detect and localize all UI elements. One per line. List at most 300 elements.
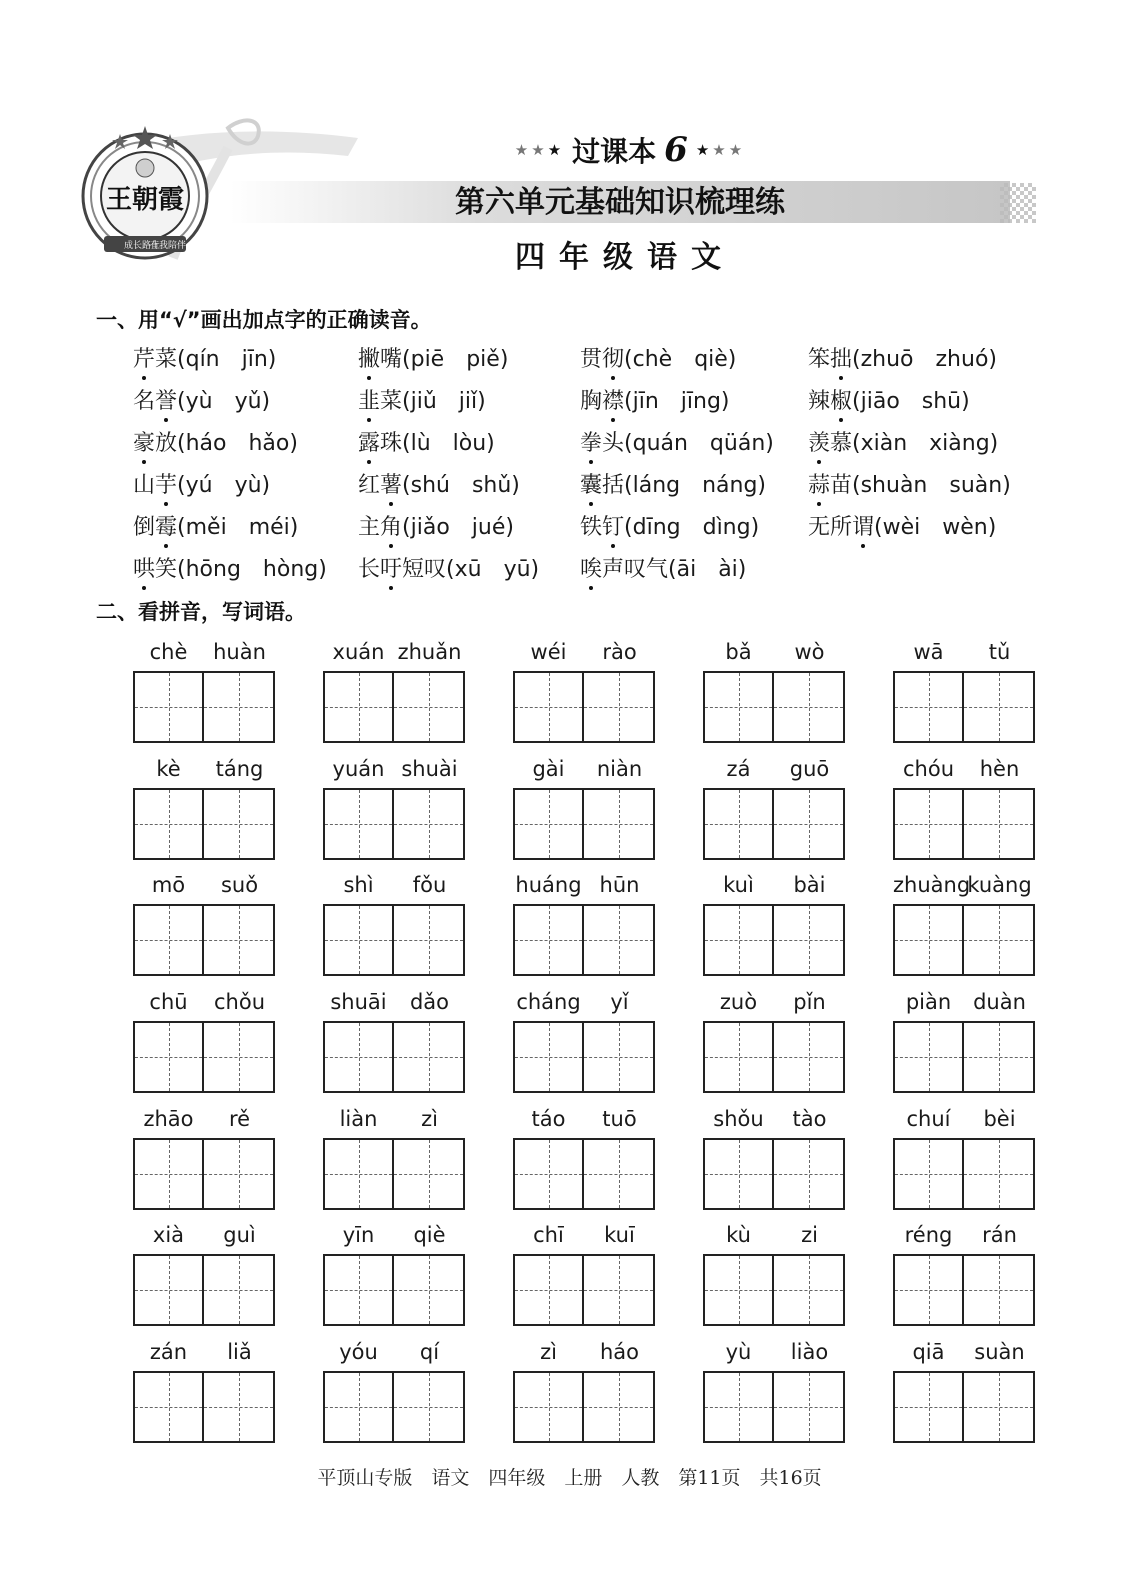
writing-box[interactable] — [893, 1371, 964, 1443]
pinyin-label — [703, 757, 845, 781]
pinyin-label — [323, 990, 465, 1014]
pinyin-label — [133, 873, 275, 897]
pinyin-label — [893, 757, 1035, 781]
pinyin-label — [893, 1107, 1035, 1131]
writing-box[interactable] — [394, 671, 465, 743]
pinyin-syllable: wéi — [530, 640, 567, 664]
pinyin-syllable: zá — [726, 757, 751, 781]
item-readings: (zhuō zhuó) — [852, 347, 997, 372]
writing-box[interactable] — [774, 788, 845, 860]
star-icons-right: ★★★ — [695, 141, 746, 159]
writing-box-pair — [703, 1371, 845, 1443]
dotted-character: 唉 — [580, 552, 602, 583]
writing-box[interactable] — [774, 671, 845, 743]
item-readings: (jiǎo jué) — [402, 515, 514, 540]
writing-box[interactable] — [394, 904, 465, 976]
writing-box-pair — [893, 788, 1035, 860]
item-prefix: 红 — [358, 473, 381, 498]
writing-box[interactable] — [323, 1021, 394, 1093]
writing-box[interactable] — [323, 1254, 394, 1326]
section1-heading: 一、用“√”画出加点字的正确读音。 — [96, 308, 432, 332]
pronunciation-item[interactable] — [358, 384, 486, 415]
pinyin-syllable: zi — [801, 1223, 818, 1247]
pinyin-syllable: tǔ — [988, 640, 1011, 664]
pinyin-syllable: shì — [343, 873, 374, 897]
writing-box[interactable] — [584, 1138, 655, 1210]
pronunciation-item[interactable] — [580, 510, 759, 541]
item-readings: 嘴(piē piě) — [380, 347, 509, 372]
item-readings: (wèi wèn) — [874, 515, 997, 540]
pronunciation-item[interactable] — [133, 426, 298, 457]
pinyin-label — [703, 1107, 845, 1131]
dotted-character: 囊 — [580, 468, 602, 499]
writing-box[interactable] — [964, 904, 1035, 976]
pinyin-syllable: chuí — [906, 1107, 951, 1131]
pinyin-syllable: qí — [419, 1340, 440, 1364]
writing-box-pair — [323, 904, 465, 976]
writing-box-pair — [703, 788, 845, 860]
item-readings: 头(quán qüán) — [602, 431, 774, 456]
pinyin-syllable: liǎ — [227, 1340, 252, 1364]
writing-box[interactable] — [893, 788, 964, 860]
pinyin-syllable: zì — [540, 1340, 557, 1364]
writing-box-pair — [133, 1021, 275, 1093]
pinyin-syllable: guō — [789, 757, 830, 781]
pinyin-label — [323, 1107, 465, 1131]
pronunciation-item[interactable] — [580, 384, 730, 415]
pronunciation-item[interactable] — [580, 552, 746, 583]
pinyin-label — [513, 640, 655, 664]
writing-box-pair — [703, 1021, 845, 1093]
writing-box[interactable] — [893, 904, 964, 976]
writing-box[interactable] — [513, 1254, 584, 1326]
writing-box[interactable] — [703, 904, 774, 976]
pinyin-syllable: rán — [982, 1223, 1017, 1247]
writing-box-pair — [893, 1021, 1035, 1093]
writing-box[interactable] — [774, 904, 845, 976]
writing-box[interactable] — [703, 1254, 774, 1326]
writing-box-pair — [133, 904, 275, 976]
pinyin-label — [893, 990, 1035, 1014]
item-readings: 珠(lù lòu) — [380, 431, 495, 456]
writing-box[interactable] — [323, 1138, 394, 1210]
pinyin-syllable: zì — [421, 1107, 438, 1131]
pinyin-syllable: mō — [151, 873, 186, 897]
pinyin-syllable: huàn — [213, 640, 266, 664]
writing-box-pair — [133, 1371, 275, 1443]
pinyin-syllable: táng — [215, 757, 264, 781]
pinyin-label — [893, 640, 1035, 664]
writing-box[interactable] — [774, 1371, 845, 1443]
item-readings: 苗(shuàn suàn) — [830, 473, 1011, 498]
writing-box[interactable] — [133, 788, 204, 860]
pinyin-syllable: niàn — [596, 757, 643, 781]
writing-box[interactable] — [964, 1371, 1035, 1443]
pinyin-syllable: yǐ — [610, 990, 629, 1014]
writing-box-pair — [893, 904, 1035, 976]
pinyin-syllable: dǎo — [409, 990, 450, 1014]
writing-box[interactable] — [394, 1138, 465, 1210]
writing-box[interactable] — [513, 1371, 584, 1443]
pinyin-syllable: liào — [790, 1340, 829, 1364]
pronunciation-item[interactable] — [133, 468, 270, 499]
writing-box[interactable] — [774, 1254, 845, 1326]
writing-box[interactable] — [584, 1254, 655, 1326]
writing-box[interactable] — [703, 671, 774, 743]
writing-box[interactable] — [204, 1021, 275, 1093]
item-readings: 慕(xiàn xiàng) — [830, 431, 999, 456]
pinyin-label — [703, 1340, 845, 1364]
pinyin-syllable: bèi — [983, 1107, 1016, 1131]
item-prefix: 胸 — [580, 389, 603, 414]
dotted-character: 角 — [380, 510, 402, 541]
pinyin-label — [323, 1223, 465, 1247]
writing-box[interactable] — [584, 671, 655, 743]
logo-slogan-right: 有我陪伴 — [150, 241, 187, 251]
dotted-character: 蒜 — [808, 468, 830, 499]
pinyin-label — [703, 873, 845, 897]
pinyin-syllable: kuī — [604, 1223, 635, 1247]
writing-box[interactable] — [893, 1254, 964, 1326]
pinyin-syllable: zuò — [719, 990, 758, 1014]
writing-box[interactable] — [323, 671, 394, 743]
dotted-character: 襟 — [602, 384, 624, 415]
writing-box[interactable] — [204, 1371, 275, 1443]
dotted-character: 羡 — [808, 426, 830, 457]
unit-title: 第六单元基础知识梳理练 — [455, 185, 785, 220]
item-prefix: 倒 — [133, 515, 156, 540]
dotted-character: 椒 — [830, 384, 852, 415]
dotted-character: 豪 — [133, 426, 155, 457]
dotted-character: 芋 — [155, 468, 177, 499]
pinyin-label — [323, 1340, 465, 1364]
item-readings: 菜(qín jīn) — [155, 347, 277, 372]
writing-box[interactable] — [204, 671, 275, 743]
writing-box[interactable] — [964, 671, 1035, 743]
writing-box[interactable] — [513, 904, 584, 976]
pinyin-syllable: gài — [532, 757, 565, 781]
writing-box[interactable] — [893, 1021, 964, 1093]
pinyin-syllable: huáng — [515, 873, 582, 897]
pinyin-syllable: zhuàng — [893, 873, 971, 897]
item-readings: 括(láng náng) — [602, 473, 767, 498]
pinyin-label — [133, 990, 275, 1014]
item-readings: (yú yù) — [177, 473, 271, 498]
section2-heading: 二、看拼音，写词语。 — [96, 600, 306, 624]
pronunciation-item[interactable] — [133, 510, 298, 541]
pinyin-syllable: háo — [599, 1340, 640, 1364]
pinyin-syllable: cháng — [516, 990, 581, 1014]
pinyin-syllable: wò — [794, 640, 825, 664]
pinyin-label — [133, 1223, 275, 1247]
item-readings: (shú shǔ) — [402, 473, 520, 498]
pinyin-syllable: zhuǎn — [397, 640, 462, 664]
item-readings: (měi méi) — [177, 515, 299, 540]
writing-box[interactable] — [513, 671, 584, 743]
pinyin-label — [703, 1223, 845, 1247]
pronunciation-item[interactable] — [580, 342, 736, 373]
pronunciation-item[interactable] — [358, 342, 508, 373]
pinyin-label — [893, 1223, 1035, 1247]
pinyin-label — [133, 757, 275, 781]
pronunciation-item[interactable] — [808, 342, 997, 373]
pinyin-label — [513, 1223, 655, 1247]
series-label — [500, 130, 760, 170]
item-readings: 菜(jiǔ jiǐ) — [380, 389, 486, 414]
pinyin-label — [323, 757, 465, 781]
writing-box[interactable] — [584, 904, 655, 976]
writing-box-pair — [893, 1254, 1035, 1326]
pinyin-syllable: chī — [533, 1223, 564, 1247]
writing-box[interactable] — [394, 788, 465, 860]
pinyin-label — [703, 990, 845, 1014]
writing-box-pair — [513, 788, 655, 860]
pinyin-syllable: guì — [223, 1223, 256, 1247]
item-prefix: 辣 — [808, 389, 831, 414]
pronunciation-item[interactable] — [808, 468, 1011, 499]
dotted-character: 拳 — [580, 426, 602, 457]
writing-box[interactable] — [774, 1138, 845, 1210]
writing-box[interactable] — [513, 1138, 584, 1210]
pinyin-syllable: shǒu — [713, 1107, 764, 1131]
writing-box-pair — [703, 1138, 845, 1210]
writing-box-pair — [703, 671, 845, 743]
writing-box[interactable] — [964, 1021, 1035, 1093]
pinyin-label — [893, 873, 1035, 897]
writing-box[interactable] — [133, 1021, 204, 1093]
pinyin-syllable: xuán — [332, 640, 385, 664]
writing-box[interactable] — [964, 788, 1035, 860]
dotted-character: 韭 — [358, 384, 380, 415]
pinyin-syllable: táo — [531, 1107, 566, 1131]
page-footer: 平顶山专版 语文 四年级 上册 人教 第11页 共16页 — [317, 1467, 822, 1489]
writing-box-pair — [893, 1371, 1035, 1443]
item-prefix: 笨 — [808, 347, 831, 372]
pinyin-syllable: fǒu — [412, 873, 447, 897]
writing-box[interactable] — [513, 1021, 584, 1093]
pinyin-syllable: tào — [792, 1107, 827, 1131]
writing-box[interactable] — [703, 788, 774, 860]
logo-brand: 王朝霞 — [105, 185, 185, 215]
writing-box-pair — [323, 1371, 465, 1443]
dotted-character: 吁 — [380, 552, 402, 583]
pinyin-syllable: kè — [156, 757, 181, 781]
writing-box[interactable] — [133, 1254, 204, 1326]
writing-box[interactable] — [394, 1371, 465, 1443]
writing-box[interactable] — [394, 1254, 465, 1326]
writing-box[interactable] — [323, 788, 394, 860]
writing-box[interactable] — [703, 1021, 774, 1093]
writing-box[interactable] — [964, 1138, 1035, 1210]
writing-box-pair — [513, 904, 655, 976]
writing-box[interactable] — [133, 1371, 204, 1443]
pinyin-syllable: shuāi — [330, 990, 387, 1014]
pronunciation-item[interactable] — [133, 342, 276, 373]
series-number: 6 — [664, 130, 688, 170]
writing-box-pair — [133, 1138, 275, 1210]
pinyin-syllable: suǒ — [220, 873, 259, 897]
item-readings: (chè qiè) — [624, 347, 737, 372]
writing-box[interactable] — [703, 1138, 774, 1210]
pinyin-syllable: zán — [149, 1340, 188, 1364]
dotted-character: 撇 — [358, 342, 380, 373]
dotted-character: 谓 — [852, 510, 874, 541]
pinyin-syllable: yuán — [332, 757, 385, 781]
pinyin-label — [513, 1340, 655, 1364]
item-prefix: 山 — [133, 473, 156, 498]
writing-box-pair — [893, 1138, 1035, 1210]
star-icons-left: ★★★ — [514, 141, 565, 159]
writing-box[interactable] — [394, 1021, 465, 1093]
dotted-character: 霉 — [155, 510, 177, 541]
pinyin-label — [703, 640, 845, 664]
pinyin-syllable: yīn — [342, 1223, 375, 1247]
pronunciation-item[interactable] — [133, 552, 327, 583]
logo-slogan-left: 成长路上 — [124, 241, 161, 251]
dotted-character: 芹 — [133, 342, 155, 373]
pinyin-syllable: suàn — [974, 1340, 1025, 1364]
pronunciation-item[interactable] — [580, 426, 774, 457]
writing-box-pair — [323, 671, 465, 743]
pinyin-syllable: kuàng — [967, 873, 1032, 897]
series-text: 过课本 — [572, 135, 657, 168]
pinyin-label — [513, 757, 655, 781]
writing-box[interactable] — [513, 788, 584, 860]
pinyin-syllable: shuài — [401, 757, 458, 781]
pinyin-label — [323, 873, 465, 897]
pinyin-syllable: chè — [149, 640, 188, 664]
writing-box[interactable] — [703, 1371, 774, 1443]
pinyin-syllable: kù — [726, 1223, 751, 1247]
item-readings: (yù yǔ) — [177, 389, 271, 414]
pinyin-label — [133, 1340, 275, 1364]
pronunciation-item[interactable] — [358, 426, 495, 457]
writing-box[interactable] — [893, 671, 964, 743]
writing-box[interactable] — [323, 904, 394, 976]
pinyin-syllable: kuì — [723, 873, 754, 897]
item-readings: 笑(hōng hòng) — [155, 557, 327, 582]
pronunciation-item[interactable] — [358, 552, 539, 583]
item-prefix: 主 — [358, 515, 381, 540]
pinyin-syllable: xià — [152, 1223, 185, 1247]
pronunciation-item[interactable] — [133, 384, 270, 415]
writing-box[interactable] — [584, 1021, 655, 1093]
dotted-character: 彻 — [602, 342, 624, 373]
writing-box[interactable] — [133, 1138, 204, 1210]
writing-box[interactable] — [774, 1021, 845, 1093]
writing-box[interactable] — [964, 1254, 1035, 1326]
writing-box[interactable] — [133, 671, 204, 743]
item-prefix: 贯 — [580, 347, 603, 372]
pinyin-syllable: chóu — [902, 757, 954, 781]
pronunciation-item[interactable] — [808, 510, 996, 541]
writing-box-pair — [133, 788, 275, 860]
pinyin-syllable: piàn — [905, 990, 952, 1014]
writing-box[interactable] — [584, 788, 655, 860]
pinyin-syllable: hūn — [599, 873, 640, 897]
writing-box-pair — [893, 671, 1035, 743]
pinyin-syllable: bài — [793, 873, 826, 897]
writing-box-pair — [703, 1254, 845, 1326]
item-readings: 短叹(xū yū) — [402, 557, 540, 582]
item-readings: 声叹气(āi ài) — [602, 557, 747, 582]
writing-box-pair — [513, 671, 655, 743]
writing-box-pair — [513, 1138, 655, 1210]
grade-title: 四年级语文 — [515, 240, 735, 275]
pronunciation-item[interactable] — [580, 468, 766, 499]
pinyin-label — [893, 1340, 1035, 1364]
writing-box-pair — [323, 788, 465, 860]
item-readings: (jiāo shū) — [852, 389, 970, 414]
pinyin-syllable: rě — [228, 1107, 251, 1131]
pinyin-label — [323, 640, 465, 664]
writing-box-pair — [513, 1021, 655, 1093]
dotted-character: 哄 — [133, 552, 155, 583]
writing-box[interactable] — [204, 904, 275, 976]
item-readings: (dīng dìng) — [624, 515, 760, 540]
writing-box[interactable] — [133, 904, 204, 976]
dotted-character: 拙 — [830, 342, 852, 373]
pinyin-syllable: pǐn — [793, 990, 826, 1014]
pinyin-syllable: tuō — [602, 1107, 637, 1131]
writing-box-pair — [323, 1138, 465, 1210]
writing-box[interactable] — [204, 1138, 275, 1210]
item-prefix: 名 — [133, 389, 156, 414]
writing-box-pair — [703, 904, 845, 976]
item-prefix: 无所 — [808, 515, 853, 540]
writing-box-pair — [323, 1021, 465, 1093]
writing-box-pair — [513, 1254, 655, 1326]
dotted-character: 誉 — [155, 384, 177, 415]
writing-box[interactable] — [204, 788, 275, 860]
pinyin-syllable: qiā — [912, 1340, 945, 1364]
pinyin-syllable: liàn — [339, 1107, 378, 1131]
pinyin-label — [513, 990, 655, 1014]
pinyin-syllable: hèn — [979, 757, 1020, 781]
writing-box[interactable] — [204, 1254, 275, 1326]
pinyin-syllable: yù — [725, 1340, 752, 1364]
writing-box[interactable] — [893, 1138, 964, 1210]
item-prefix: 铁 — [580, 515, 603, 540]
pinyin-syllable: zhāo — [143, 1107, 194, 1131]
pinyin-syllable: duàn — [973, 990, 1026, 1014]
writing-box-pair — [513, 1371, 655, 1443]
pinyin-label — [513, 1107, 655, 1131]
writing-box[interactable] — [323, 1371, 394, 1443]
item-readings: 放(háo hǎo) — [155, 431, 298, 456]
pronunciation-item[interactable] — [358, 468, 520, 499]
pinyin-syllable: réng — [904, 1223, 953, 1247]
dotted-character: 露 — [358, 426, 380, 457]
pinyin-syllable: chǒu — [213, 990, 265, 1014]
writing-box[interactable] — [584, 1371, 655, 1443]
writing-box-pair — [323, 1254, 465, 1326]
item-readings: (jīn jīng) — [624, 389, 730, 414]
pronunciation-item[interactable] — [808, 426, 998, 457]
banner-checker-decoration — [1000, 183, 1036, 223]
pinyin-syllable: chū — [149, 990, 188, 1014]
pronunciation-item[interactable] — [358, 510, 514, 541]
pinyin-syllable: qiè — [413, 1223, 446, 1247]
dotted-character: 薯 — [380, 468, 402, 499]
writing-box-pair — [133, 671, 275, 743]
pinyin-syllable: yóu — [339, 1340, 378, 1364]
pinyin-syllable: bǎ — [725, 640, 752, 664]
pronunciation-item[interactable] — [808, 384, 970, 415]
pinyin-syllable: rào — [602, 640, 637, 664]
dotted-character: 钉 — [602, 510, 624, 541]
pinyin-syllable: wā — [913, 640, 944, 664]
